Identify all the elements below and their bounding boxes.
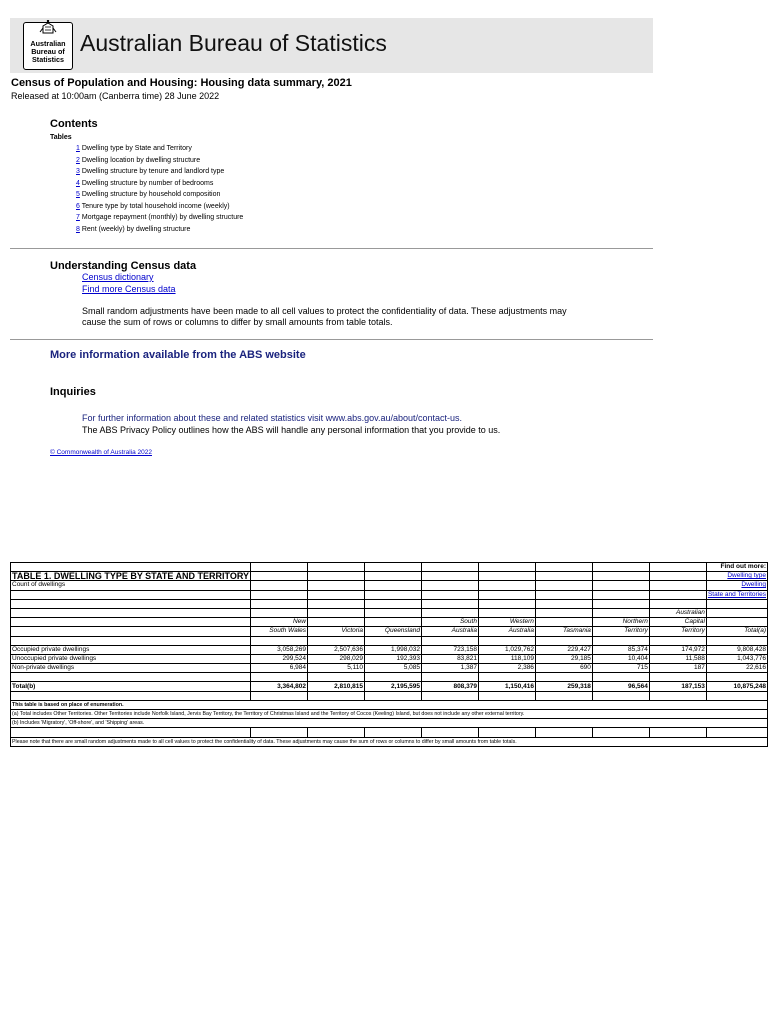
- cell: [308, 636, 365, 645]
- inquiries-contact-text[interactable]: For further information about these and related statistics visit www.abs.gov.au/about/contact-us.: [82, 413, 463, 423]
- toc-item: [76, 189, 243, 201]
- column-header: Queensland: [364, 627, 421, 636]
- cell: [706, 599, 767, 608]
- toc-label: Dwelling structure by household composition: [81, 191, 221, 198]
- cell: [592, 691, 649, 700]
- cell: [364, 691, 421, 700]
- cell: [649, 636, 706, 645]
- total-cell: 2,195,595: [364, 682, 421, 691]
- cell: [364, 673, 421, 682]
- cell: [649, 728, 706, 737]
- column-header: South Wales: [251, 627, 308, 636]
- cell: [649, 590, 706, 599]
- cell: [478, 636, 535, 645]
- data-cell: 690: [535, 664, 592, 673]
- row-label: Unoccupied private dwellings: [11, 654, 251, 663]
- cell: [308, 563, 365, 572]
- cell: [478, 608, 535, 617]
- cell: [11, 636, 251, 645]
- cell: [308, 581, 365, 590]
- dwelling-type-table: [10, 562, 768, 747]
- toc-item: [76, 212, 243, 224]
- cell: [251, 691, 308, 700]
- toc-label: Rent (weekly) by dwelling structure: [81, 225, 191, 233]
- footnote-a: (a) Total includes Other Territories. Other Territories include Norfolk Island, Jervis Bay Territory, the Territory of Christmas Island and the Territory of Cocos (Keeling) Island, but does not include any other external territory.: [11, 710, 768, 719]
- disclaimer-note: Please note that there are small random adjustments made to all cell values to protect the confidentiality of data. These adjustments may cause the sum of rows or columns to differ by small amounts from table totals.: [11, 737, 768, 746]
- inquiries-heading: Inquiries: [50, 386, 96, 398]
- data-cell: 29,185: [535, 654, 592, 663]
- toc-link-2[interactable]: 2: [76, 156, 80, 164]
- total-cell: 259,318: [535, 682, 592, 691]
- toc-link-3[interactable]: 3: [76, 168, 80, 175]
- table-of-contents: [76, 143, 243, 235]
- cell: [308, 590, 365, 599]
- data-cell: 298,029: [308, 654, 365, 663]
- cell: [11, 673, 251, 682]
- cell: [649, 572, 706, 581]
- cell: [421, 590, 478, 599]
- cell: [251, 673, 308, 682]
- cell: [251, 590, 308, 599]
- cell: [251, 572, 308, 581]
- toc-link-7[interactable]: 7: [76, 214, 80, 221]
- cell: [478, 728, 535, 737]
- divider: [10, 339, 653, 340]
- toc-item: [76, 201, 243, 213]
- cell: [535, 673, 592, 682]
- cell: [478, 673, 535, 682]
- cell: [649, 581, 706, 590]
- column-header: Australia: [478, 627, 535, 636]
- cell: [421, 728, 478, 737]
- column-header-top: Australian: [649, 608, 706, 617]
- data-cell: 3,058,269: [251, 645, 308, 654]
- column-header-top: Capital: [649, 618, 706, 627]
- toc-item: [76, 143, 243, 155]
- toc-link-8[interactable]: 8: [76, 225, 80, 233]
- cell: [11, 627, 251, 636]
- toc-label: Tenure type by total household income (weekly): [81, 202, 230, 210]
- cell: [706, 728, 767, 737]
- cell: [364, 563, 421, 572]
- column-header-top: New: [251, 618, 308, 627]
- header-banner: [10, 18, 653, 73]
- cell: [478, 599, 535, 608]
- cell: [535, 599, 592, 608]
- cell: [592, 563, 649, 572]
- cell: [308, 673, 365, 682]
- cell: [421, 599, 478, 608]
- cell: [364, 728, 421, 737]
- release-date: Released at 10:00am (Canberra time) 28 June 2022: [11, 91, 220, 101]
- data-cell: 299,524: [251, 654, 308, 663]
- tables-label: Tables: [50, 134, 72, 141]
- contents-heading: Contents: [50, 118, 98, 130]
- data-cell: 6,984: [251, 664, 308, 673]
- copyright-link[interactable]: © Commonwealth of Australia 2022: [50, 449, 152, 456]
- toc-link-6[interactable]: 6: [76, 202, 80, 210]
- toc-link-1[interactable]: 1: [76, 145, 80, 152]
- cell: [308, 599, 365, 608]
- column-header: Territory: [649, 627, 706, 636]
- cell: [11, 728, 251, 737]
- total-row: [11, 682, 768, 691]
- total-cell: 808,379: [421, 682, 478, 691]
- cell: [706, 608, 767, 617]
- toc-label: Dwelling structure by number of bedrooms: [81, 179, 214, 187]
- toc-link-5[interactable]: 5: [76, 191, 80, 198]
- dwelling-link[interactable]: Dwelling: [706, 581, 767, 590]
- org-name: Australian Bureau of Statistics: [80, 30, 387, 56]
- cell: [706, 636, 767, 645]
- table-row: [11, 664, 768, 673]
- toc-label: Mortgage repayment (monthly) by dwelling structure: [81, 214, 244, 221]
- toc-label: Dwelling structure by tenure and landlord type: [81, 168, 225, 175]
- cell: [251, 608, 308, 617]
- table-title: TABLE 1. DWELLING TYPE BY STATE AND TERRITORY: [12, 571, 250, 582]
- dwelling-type-link[interactable]: Dwelling type: [706, 572, 767, 581]
- cell: [649, 563, 706, 572]
- data-cell: 5,110: [308, 664, 365, 673]
- cell: [535, 581, 592, 590]
- cell: [308, 691, 365, 700]
- cell: [364, 581, 421, 590]
- cell: [535, 572, 592, 581]
- confidentiality-note: Small random adjustments have been made to all cell values to protect the confidentiality of data. These adjustments may cause the sum of rows or columns to differ by small amounts from table totals.: [82, 306, 567, 327]
- abs-logo: [23, 22, 73, 70]
- more-info-link[interactable]: More information available from the ABS website: [50, 349, 306, 361]
- toc-item: [76, 155, 243, 167]
- cell: [649, 599, 706, 608]
- column-header: Territory: [592, 627, 649, 636]
- column-header: Australia: [421, 627, 478, 636]
- cell: [592, 673, 649, 682]
- column-header: Total(a): [706, 627, 767, 636]
- column-header-top: [364, 618, 421, 627]
- data-cell: 85,374: [592, 645, 649, 654]
- cell: [649, 673, 706, 682]
- logo-text-line-2: Bureau of: [31, 47, 65, 56]
- cell: [592, 572, 649, 581]
- column-header-top: Northern: [592, 618, 649, 627]
- cell: [478, 581, 535, 590]
- toc-label: Dwelling type by State and Territory: [81, 145, 192, 152]
- data-cell: 187: [649, 664, 706, 673]
- cell: [535, 608, 592, 617]
- data-cell: 22,616: [706, 664, 767, 673]
- cell: [421, 581, 478, 590]
- total-cell: 3,364,802: [251, 682, 308, 691]
- cell: [535, 636, 592, 645]
- cell: [364, 590, 421, 599]
- toc-label: Dwelling location by dwelling structure: [81, 156, 201, 164]
- divider: [10, 248, 653, 249]
- total-cell: 1,150,416: [478, 682, 535, 691]
- cell: [478, 590, 535, 599]
- row-label: Occupied private dwellings: [11, 645, 251, 654]
- toc-item: [76, 178, 243, 190]
- column-header: Tasmania: [535, 627, 592, 636]
- cell: [11, 608, 251, 617]
- data-cell: 1,387: [421, 664, 478, 673]
- toc-item: [76, 166, 243, 178]
- cell: [535, 728, 592, 737]
- total-cell: 10,875,248: [706, 682, 767, 691]
- data-cell: 11,588: [649, 654, 706, 663]
- document-title: Census of Population and Housing: Housing data summary, 2021: [11, 77, 352, 89]
- cell: [364, 572, 421, 581]
- row-label: Non-private dwellings: [11, 664, 251, 673]
- column-header-top: South: [421, 618, 478, 627]
- cell: [592, 728, 649, 737]
- cell: [706, 691, 767, 700]
- data-cell: 10,404: [592, 654, 649, 663]
- cell: [592, 599, 649, 608]
- cell: [11, 618, 251, 627]
- cell: [592, 590, 649, 599]
- cell: [11, 599, 251, 608]
- data-cell: 5,085: [364, 664, 421, 673]
- cell: [308, 572, 365, 581]
- table-subtitle: Count of dwellings: [11, 581, 251, 590]
- cell: [478, 691, 535, 700]
- toc-link-4[interactable]: 4: [76, 179, 80, 187]
- column-header: Victoria: [308, 627, 365, 636]
- table-basis-note: This table is based on place of enumeration.: [11, 700, 768, 709]
- cell: [251, 563, 308, 572]
- data-cell: 2,386: [478, 664, 535, 673]
- cell: [592, 608, 649, 617]
- find-out-more-label: Find out more:: [706, 563, 767, 572]
- coat-of-arms-icon: [39, 20, 57, 34]
- census-dictionary-link[interactable]: Census dictionary: [82, 272, 154, 282]
- data-cell: 1,029,762: [478, 645, 535, 654]
- row-label: Total(b): [11, 682, 251, 691]
- understanding-heading: Understanding Census data: [50, 260, 197, 272]
- data-cell: 229,427: [535, 645, 592, 654]
- states-territories-link[interactable]: State and Territories: [707, 590, 766, 598]
- data-cell: 1,043,776: [706, 654, 767, 663]
- find-more-census-data-link[interactable]: Find more Census data: [82, 284, 176, 294]
- data-cell: 174,972: [649, 645, 706, 654]
- cell: [11, 590, 251, 599]
- data-cell: 192,393: [364, 654, 421, 663]
- data-cell: 83,821: [421, 654, 478, 663]
- data-cell: 715: [592, 664, 649, 673]
- toc-item: [76, 224, 243, 236]
- cell: [251, 599, 308, 608]
- cell: [11, 691, 251, 700]
- logo-text-line-1: Australian: [30, 39, 66, 48]
- cell: [421, 691, 478, 700]
- data-cell: 723,158: [421, 645, 478, 654]
- cell: [421, 563, 478, 572]
- cell: [251, 581, 308, 590]
- table-row: [11, 645, 768, 654]
- cell: [251, 636, 308, 645]
- cell: [478, 572, 535, 581]
- footnote-b: (b) Includes 'Migratory', 'Off-shore', and 'Shipping' areas.: [11, 719, 768, 728]
- data-cell: 9,808,428: [706, 645, 767, 654]
- privacy-policy-text: The ABS Privacy Policy outlines how the ABS will handle any personal information that you provide to us.: [82, 425, 501, 435]
- cell: [364, 608, 421, 617]
- cell: [706, 673, 767, 682]
- column-header-top: [308, 618, 365, 627]
- cell: [364, 599, 421, 608]
- cell: [308, 728, 365, 737]
- cell: [308, 608, 365, 617]
- cell: [421, 636, 478, 645]
- cell: [421, 673, 478, 682]
- logo-text-line-3: Statistics: [32, 55, 64, 64]
- cell: [592, 581, 649, 590]
- cell: [535, 590, 592, 599]
- column-header-top: [706, 618, 767, 627]
- cell: [421, 572, 478, 581]
- table-row: [11, 654, 768, 663]
- data-cell: 118,109: [478, 654, 535, 663]
- cell: [649, 691, 706, 700]
- total-cell: 187,153: [649, 682, 706, 691]
- data-cell: 1,998,032: [364, 645, 421, 654]
- cell: [364, 636, 421, 645]
- cell: [251, 728, 308, 737]
- cell: [535, 691, 592, 700]
- data-cell: 2,507,636: [308, 645, 365, 654]
- total-cell: 2,810,815: [308, 682, 365, 691]
- cell: [592, 636, 649, 645]
- cell: [478, 563, 535, 572]
- column-header-top: [535, 618, 592, 627]
- column-header-top: Western: [478, 618, 535, 627]
- cell: [535, 563, 592, 572]
- cell: [421, 608, 478, 617]
- total-cell: 96,564: [592, 682, 649, 691]
